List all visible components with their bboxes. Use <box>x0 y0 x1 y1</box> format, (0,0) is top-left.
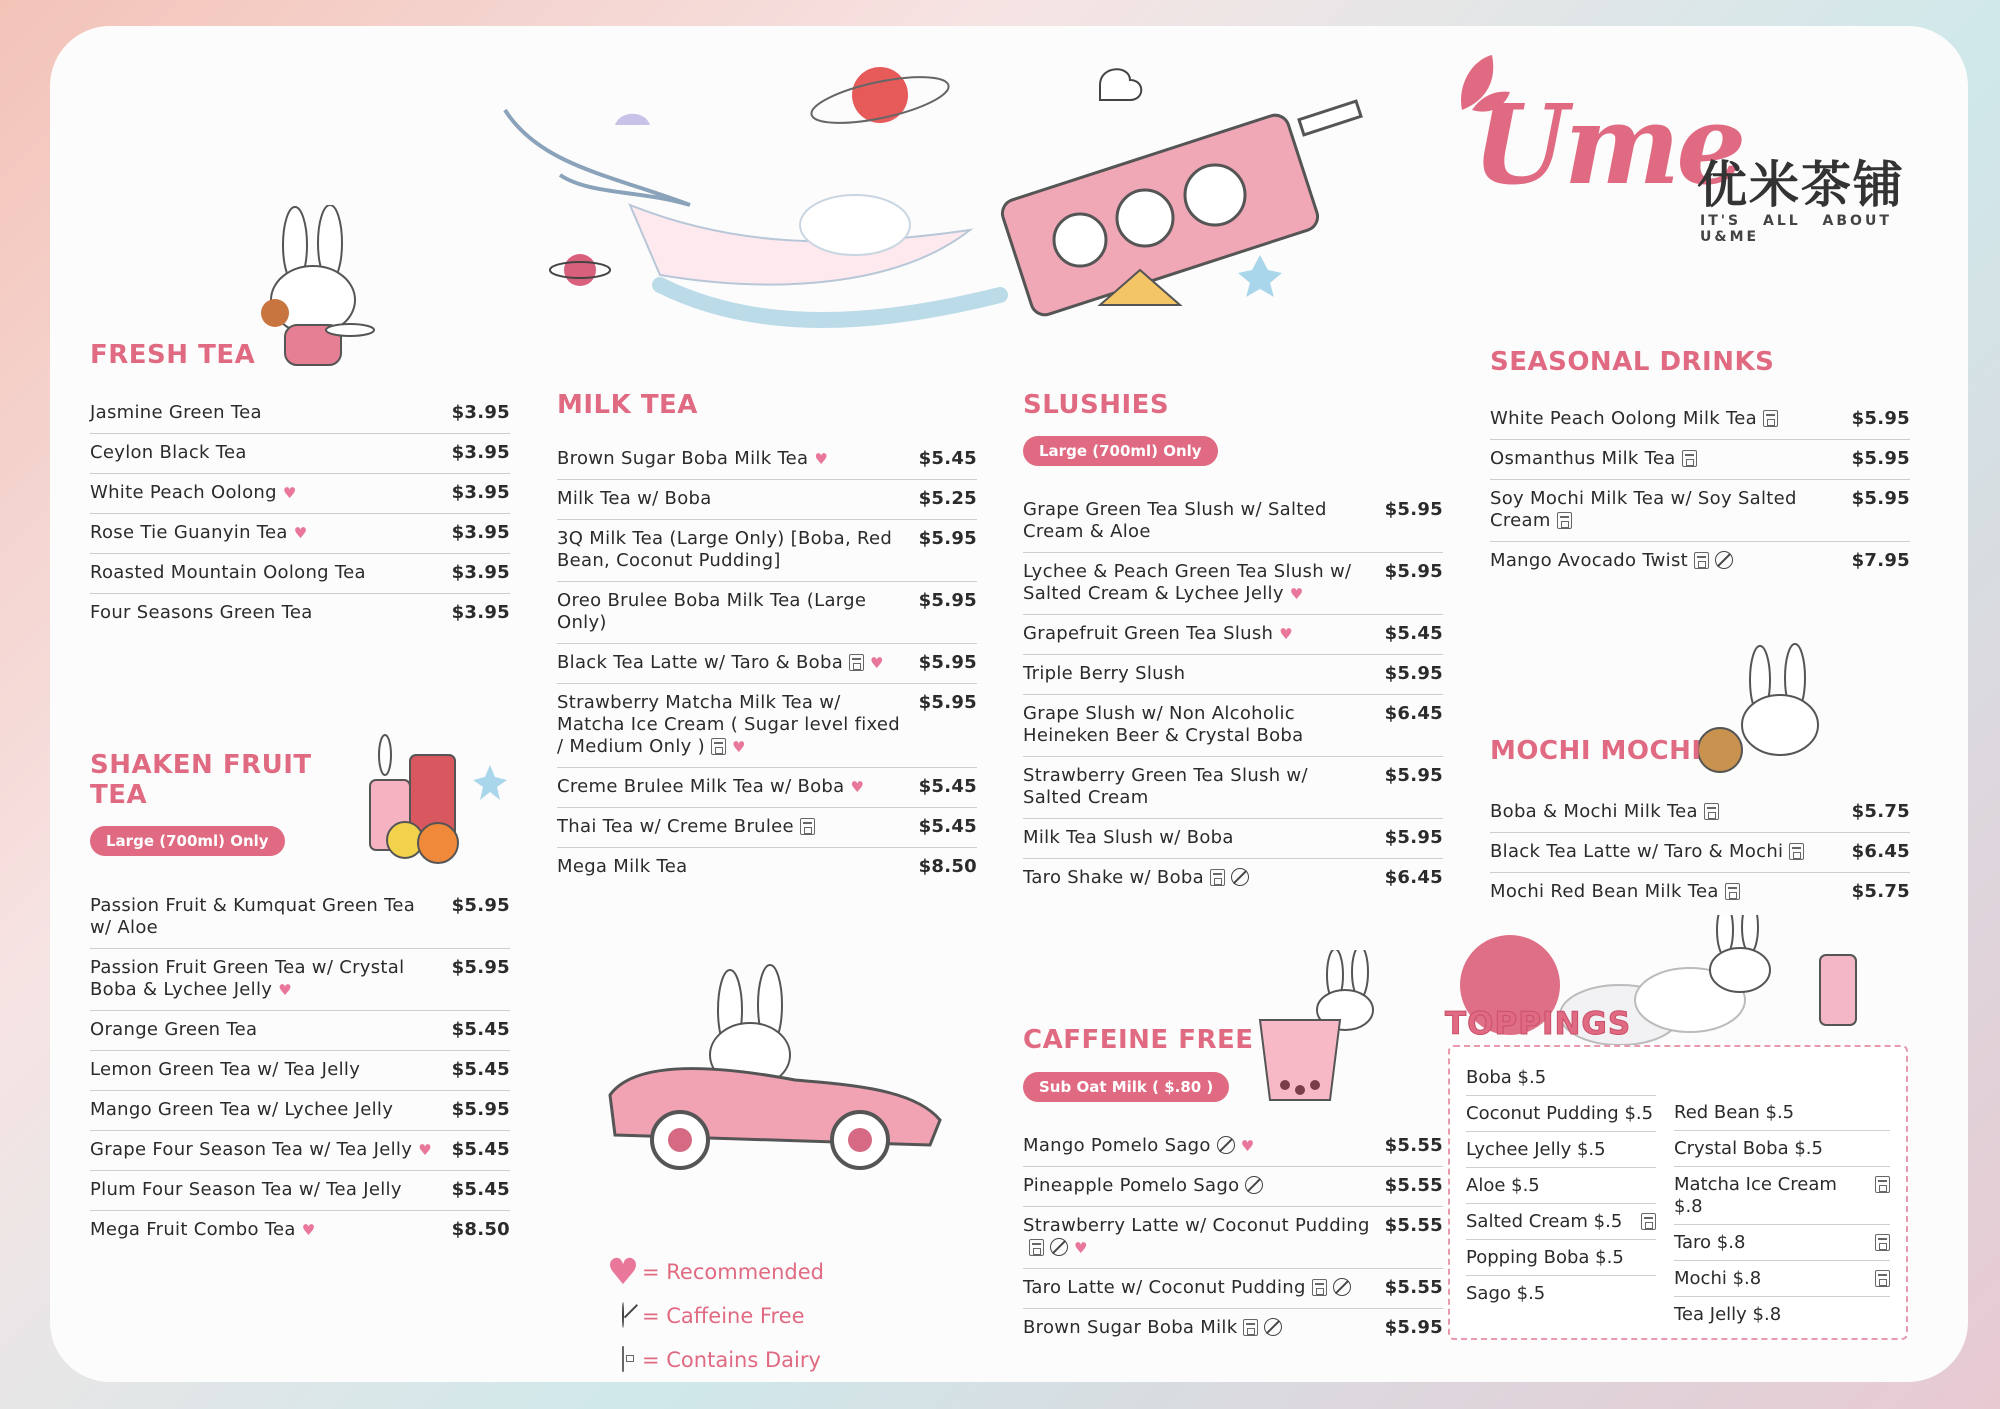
toppings-right-list <box>1674 1095 1890 1332</box>
item-name <box>1023 1135 1381 1157</box>
topping-item <box>1466 1204 1656 1240</box>
legend-recommended <box>604 1250 824 1294</box>
topping-name: Popping Boba $.5 <box>1466 1247 1624 1268</box>
item-name-text: Strawberry Matcha Milk Tea w/ Matcha Ice Cream ( Sugar level fixed / Medium Only ) <box>557 692 901 757</box>
item-price: $3.95 <box>451 482 510 503</box>
shaken-size-pill: Large (700ml) Only <box>90 826 285 856</box>
item-price: $5.45 <box>451 1139 510 1160</box>
topping-item <box>1466 1240 1656 1276</box>
item-name <box>1023 1277 1381 1299</box>
item-name <box>1023 1215 1381 1259</box>
item-price: $5.25 <box>918 488 977 509</box>
topping-name: Tea Jelly $.8 <box>1674 1304 1782 1325</box>
menu-item <box>557 480 977 520</box>
heart-icon: ♥ <box>731 738 746 756</box>
item-name-text: White Peach Oolong <box>90 482 277 503</box>
topping-item <box>1466 1060 1656 1096</box>
item-name-text: White Peach Oolong Milk Tea <box>1490 408 1757 429</box>
caffeine-free-cup-illustration <box>1255 950 1385 1110</box>
item-name-text: Taro Shake w/ Boba <box>1023 867 1204 888</box>
menu-item <box>1023 615 1443 655</box>
item-name <box>557 590 915 634</box>
item-name-text: Milk Tea w/ Boba <box>557 488 712 509</box>
topping-name: Sago $.5 <box>1466 1283 1546 1304</box>
item-price: $3.95 <box>451 522 510 543</box>
item-name <box>90 1179 448 1201</box>
item-price: $5.45 <box>1384 623 1443 644</box>
item-price: $5.45 <box>918 776 977 797</box>
brand-logo <box>1442 50 1932 245</box>
item-name-text: Passion Fruit Green Tea w/ Crystal Boba & Lychee Jelly <box>90 957 405 1000</box>
item-name <box>557 692 915 758</box>
item-name <box>90 482 448 504</box>
slushies-title: SLUSHIES <box>1023 390 1170 420</box>
menu-item <box>1023 757 1443 819</box>
menu-item <box>90 1051 510 1091</box>
item-name <box>90 1099 448 1121</box>
item-name <box>90 1059 448 1081</box>
no-caffeine-icon <box>1050 1238 1068 1256</box>
item-name-text: Grape Slush w/ Non Alcoholic Heineken Beer & Crystal Boba <box>1023 703 1304 746</box>
item-name-text: Passion Fruit & Kumquat Green Tea w/ Aloe <box>90 895 416 938</box>
legend-caffeine-free-label: = Caffeine Free <box>642 1304 805 1328</box>
item-name <box>90 562 448 584</box>
topping-item <box>1674 1167 1890 1225</box>
brand-chinese: 优米茶铺 <box>1697 156 1905 214</box>
menu-item <box>557 808 977 848</box>
topping-name: Red Bean $.5 <box>1674 1102 1795 1123</box>
item-name-text: Jasmine Green Tea <box>90 402 262 423</box>
item-name <box>90 402 448 424</box>
item-name-text: Mango Avocado Twist <box>1490 550 1689 571</box>
legend <box>604 1250 824 1382</box>
caffeine-free-list <box>1023 1127 1443 1348</box>
item-name-text: Brown Sugar Boba Milk <box>1023 1317 1238 1338</box>
item-name-text: Grape Green Tea Slush w/ Salted Cream & Aloe <box>1023 499 1327 542</box>
item-price: $5.55 <box>1384 1277 1443 1298</box>
menu-item <box>1490 400 1910 440</box>
item-name-text: Mango Pomelo Sago <box>1023 1135 1211 1156</box>
shaken-fruit-tea-list <box>90 887 510 1250</box>
menu-item <box>557 440 977 480</box>
topping-item <box>1674 1131 1890 1167</box>
milk-tea-title: MILK TEA <box>557 390 698 420</box>
heart-icon: ♥ <box>418 1141 432 1159</box>
item-name <box>557 448 915 470</box>
menu-item <box>90 1211 510 1250</box>
item-price: $5.95 <box>1384 1317 1443 1338</box>
item-name <box>1023 499 1381 543</box>
item-price: $3.95 <box>451 402 510 423</box>
dairy-icon <box>1875 1234 1890 1251</box>
shaken-title-line1: SHAKEN FRUIT <box>90 750 312 780</box>
item-price: $5.95 <box>918 590 977 611</box>
menu-item <box>90 1131 510 1171</box>
topping-name: Aloe $.5 <box>1466 1175 1540 1196</box>
item-name-text: Strawberry Green Tea Slush w/ Salted Cream <box>1023 765 1308 808</box>
topping-item <box>1466 1096 1656 1132</box>
topping-name: Coconut Pudding $.5 <box>1466 1103 1654 1124</box>
menu-item <box>1490 793 1910 833</box>
menu-item <box>1490 440 1910 480</box>
no-caffeine-icon <box>1715 551 1733 569</box>
topping-icons <box>1869 1268 1890 1290</box>
bunny-car-illustration <box>595 955 955 1170</box>
dairy-icon <box>622 1346 624 1372</box>
topping-icons <box>1635 1211 1656 1233</box>
slushies-list <box>1023 491 1443 898</box>
topping-name: Boba $.5 <box>1466 1067 1547 1088</box>
dairy-icon <box>1789 843 1804 860</box>
topping-name: Crystal Boba $.5 <box>1674 1138 1823 1159</box>
item-name-text: Mochi Red Bean Milk Tea <box>1490 881 1719 902</box>
item-name <box>90 522 448 544</box>
item-name-text: Brown Sugar Boba Milk Tea <box>557 448 809 469</box>
legend-dairy-label: = Contains Dairy <box>642 1348 821 1372</box>
milk-tea-list <box>557 440 977 887</box>
dairy-icon <box>1029 1239 1044 1256</box>
menu-item <box>90 949 510 1011</box>
dairy-icon <box>849 654 864 671</box>
menu-item <box>1023 1127 1443 1167</box>
item-name-text: Ceylon Black Tea <box>90 442 247 463</box>
item-name-text: Rose Tie Guanyin Tea <box>90 522 288 543</box>
item-price: $6.45 <box>1384 703 1443 724</box>
item-name-text: Mega Fruit Combo Tea <box>90 1219 296 1240</box>
topping-name: Mochi $.8 <box>1674 1268 1762 1289</box>
menu-item <box>1490 480 1910 542</box>
menu-item <box>1023 491 1443 553</box>
item-name-text: Milk Tea Slush w/ Boba <box>1023 827 1234 848</box>
menu-item <box>1490 833 1910 873</box>
menu-item <box>1023 1309 1443 1348</box>
item-price: $8.50 <box>918 856 977 877</box>
item-name <box>1490 550 1848 572</box>
mochi-title: MOCHI MOCHI <box>1490 736 1702 766</box>
topping-item <box>1674 1225 1890 1261</box>
dairy-icon <box>1682 450 1697 467</box>
menu-item <box>1023 1167 1443 1207</box>
item-price: $5.75 <box>1851 881 1910 902</box>
item-price: $8.50 <box>451 1219 510 1240</box>
item-price: $5.95 <box>918 528 977 549</box>
item-name <box>90 1019 448 1041</box>
bunny-waiter-illustration <box>245 205 395 385</box>
item-name <box>1023 663 1381 685</box>
menu-item <box>1023 655 1443 695</box>
item-price: $5.75 <box>1851 801 1910 822</box>
dairy-icon <box>1641 1213 1656 1230</box>
topping-name: Lychee Jelly $.5 <box>1466 1139 1606 1160</box>
brand-script: Ume <box>1472 80 1743 209</box>
legend-recommended-label: = Recommended <box>642 1260 824 1284</box>
item-name-text: Oreo Brulee Boba Milk Tea (Large Only) <box>557 590 867 633</box>
item-name-text: Pineapple Pomelo Sago <box>1023 1175 1240 1196</box>
item-name-text: Grapefruit Green Tea Slush <box>1023 623 1274 644</box>
legend-dairy-wrap <box>604 1348 642 1372</box>
item-name-text: Grape Four Season Tea w/ Tea Jelly <box>90 1139 413 1160</box>
item-name <box>1490 448 1848 470</box>
item-price: $5.55 <box>1384 1175 1443 1196</box>
dairy-icon <box>1704 803 1719 820</box>
topping-item <box>1466 1276 1656 1311</box>
no-caffeine-icon <box>1264 1318 1282 1336</box>
item-price: $5.95 <box>1384 499 1443 520</box>
seasonal-list <box>1490 400 1910 581</box>
item-name <box>1023 827 1381 849</box>
menu-item <box>90 1171 510 1211</box>
brand-tagline: IT'S ALL ABOUT U&ME <box>1700 213 1892 245</box>
item-name <box>1490 801 1848 823</box>
heart-icon: ♥ <box>850 778 865 796</box>
item-price: $5.45 <box>451 1179 510 1200</box>
menu-item <box>1023 553 1443 615</box>
no-caffeine-icon <box>622 1302 624 1328</box>
item-price: $5.95 <box>1384 663 1443 684</box>
menu-item <box>90 594 510 633</box>
heart-icon: ♥ <box>870 654 884 672</box>
item-name <box>557 652 915 674</box>
item-name <box>557 776 915 798</box>
item-price: $5.45 <box>918 816 977 837</box>
menu-item <box>90 554 510 594</box>
menu-item <box>90 514 510 554</box>
menu-item <box>1023 859 1443 898</box>
menu-item <box>90 474 510 514</box>
dairy-icon <box>1243 1319 1258 1336</box>
dairy-icon <box>1875 1176 1890 1193</box>
no-caffeine-icon <box>1245 1176 1263 1194</box>
item-name <box>1023 561 1381 605</box>
item-name-text: Mega Milk Tea <box>557 856 688 877</box>
item-price: $5.95 <box>1851 448 1910 469</box>
heart-icon: ♥ <box>282 484 297 502</box>
item-name-text: Strawberry Latte w/ Coconut Pudding <box>1023 1215 1370 1236</box>
shaken-fruit-tea-title <box>90 750 312 810</box>
topping-name: Taro $.8 <box>1674 1232 1746 1253</box>
menu-item <box>90 394 510 434</box>
mochi-list <box>1490 793 1910 912</box>
item-price: $3.95 <box>451 442 510 463</box>
item-name <box>90 442 448 464</box>
item-name-text: Black Tea Latte w/ Taro & Mochi <box>1490 841 1784 862</box>
heart-icon: ♥ <box>606 1251 640 1293</box>
no-caffeine-icon <box>1231 868 1249 886</box>
item-price: $6.45 <box>1851 841 1910 862</box>
legend-dairy <box>604 1338 824 1382</box>
item-price: $5.95 <box>918 692 977 713</box>
item-name <box>557 488 915 510</box>
legend-nocaf-wrap <box>604 1304 642 1328</box>
item-name <box>1490 408 1848 430</box>
item-name <box>1023 1317 1381 1339</box>
menu-item <box>90 1091 510 1131</box>
item-price: $7.95 <box>1851 550 1910 571</box>
item-price: $5.45 <box>451 1019 510 1040</box>
menu-item <box>1023 695 1443 757</box>
menu-item <box>1490 873 1910 912</box>
heart-icon: ♥ <box>814 450 829 468</box>
slushies-size-pill: Large (700ml) Only <box>1023 436 1218 466</box>
heart-icon: ♥ <box>293 524 308 542</box>
item-name-text: 3Q Milk Tea (Large Only) [Boba, Red Bean, Coconut Pudding] <box>557 528 893 571</box>
heart-icon: ♥ <box>1289 585 1304 603</box>
dairy-icon <box>1557 512 1572 529</box>
heart-icon: ♥ <box>1279 625 1293 643</box>
item-name <box>1490 841 1848 863</box>
item-name-text: Plum Four Season Tea w/ Tea Jelly <box>90 1179 402 1200</box>
item-name-text: Four Seasons Green Tea <box>90 602 313 623</box>
menu-item <box>90 434 510 474</box>
dairy-icon <box>1763 410 1778 427</box>
item-name-text: Osmanthus Milk Tea <box>1490 448 1676 469</box>
item-name <box>1490 488 1848 532</box>
item-name <box>90 1139 448 1161</box>
item-price: $5.95 <box>1851 488 1910 509</box>
menu-item <box>90 887 510 949</box>
item-price: $5.95 <box>918 652 977 673</box>
menu-item <box>1023 1207 1443 1269</box>
mochi-bunny-illustration <box>1680 640 1860 780</box>
item-name-text: Roasted Mountain Oolong Tea <box>90 562 366 583</box>
item-name-text: Boba & Mochi Milk Tea <box>1490 801 1698 822</box>
item-price: $5.95 <box>451 1099 510 1120</box>
item-name-text: Taro Latte w/ Coconut Pudding <box>1023 1277 1306 1298</box>
menu-item <box>1490 542 1910 581</box>
item-price: $5.55 <box>1384 1215 1443 1236</box>
topping-name: Salted Cream $.5 <box>1466 1211 1623 1232</box>
topping-item <box>1674 1297 1890 1332</box>
topping-item <box>1466 1132 1656 1168</box>
toppings-left-list <box>1466 1060 1656 1311</box>
fresh-tea-list <box>90 394 510 633</box>
rocket-illustration <box>500 55 1380 345</box>
menu-item <box>90 1011 510 1051</box>
caffeine-free-title: CAFFEINE FREE <box>1023 1025 1254 1055</box>
item-price: $5.45 <box>918 448 977 469</box>
topping-item <box>1674 1261 1890 1297</box>
item-name <box>90 602 448 624</box>
item-name-text: Orange Green Tea <box>90 1019 258 1040</box>
dairy-icon <box>1875 1270 1890 1287</box>
item-name <box>557 528 915 572</box>
item-price: $5.95 <box>1384 765 1443 786</box>
dairy-icon <box>800 818 815 835</box>
item-name <box>90 957 448 1001</box>
shaken-title-line2: TEA <box>90 780 148 810</box>
toppings-title: TOPPINGS <box>1445 1006 1632 1042</box>
no-caffeine-icon <box>1217 1136 1235 1154</box>
fresh-tea-title: FRESH TEA <box>90 340 256 370</box>
menu-item <box>557 848 977 887</box>
item-name <box>557 856 915 878</box>
menu-item <box>557 520 977 582</box>
topping-name: Matcha Ice Cream $.8 <box>1674 1174 1837 1217</box>
no-caffeine-icon <box>1333 1278 1351 1296</box>
seasonal-title: SEASONAL DRINKS <box>1490 347 1775 377</box>
dairy-icon <box>1210 869 1225 886</box>
item-price: $5.95 <box>1851 408 1910 429</box>
item-price: $5.45 <box>451 1059 510 1080</box>
item-name-text: Triple Berry Slush <box>1023 663 1186 684</box>
item-price: $5.95 <box>451 957 510 978</box>
menu-item <box>1023 1269 1443 1309</box>
item-price: $3.95 <box>451 602 510 623</box>
item-name-text: Lemon Green Tea w/ Tea Jelly <box>90 1059 361 1080</box>
dairy-icon <box>1725 883 1740 900</box>
item-name <box>1023 1175 1381 1197</box>
item-price: $6.45 <box>1384 867 1443 888</box>
item-price: $5.95 <box>1384 561 1443 582</box>
topping-item <box>1674 1095 1890 1131</box>
item-name <box>90 895 448 939</box>
topping-icons <box>1869 1174 1890 1218</box>
dairy-icon <box>1312 1279 1327 1296</box>
item-name <box>1023 867 1381 889</box>
oat-milk-pill: Sub Oat Milk ( $.80 ) <box>1023 1072 1229 1102</box>
menu-item <box>1023 819 1443 859</box>
item-name-text: Lychee & Peach Green Tea Slush w/ Salted Cream & Lychee Jelly <box>1023 561 1352 604</box>
menu-item <box>557 582 977 644</box>
heart-icon: ♥ <box>1240 1137 1255 1155</box>
item-price: $3.95 <box>451 562 510 583</box>
item-name-text: Creme Brulee Milk Tea w/ Boba <box>557 776 845 797</box>
legend-caffeine-free <box>604 1294 824 1338</box>
fruit-tea-illustration <box>350 725 510 865</box>
menu-item <box>557 684 977 768</box>
item-name-text: Soy Mochi Milk Tea w/ Soy Salted Cream <box>1490 488 1797 531</box>
item-name <box>1023 703 1381 747</box>
item-name-text: Thai Tea w/ Creme Brulee <box>557 816 794 837</box>
item-name <box>1023 623 1381 645</box>
dairy-icon <box>1694 552 1709 569</box>
menu-item <box>557 644 977 684</box>
topping-icons <box>1869 1232 1890 1254</box>
item-name <box>1023 765 1381 809</box>
item-name-text: Mango Green Tea w/ Lychee Jelly <box>90 1099 394 1120</box>
item-price: $5.95 <box>451 895 510 916</box>
item-name <box>1490 881 1848 903</box>
item-name <box>557 816 915 838</box>
item-price: $5.55 <box>1384 1135 1443 1156</box>
menu-item <box>557 768 977 808</box>
item-price: $5.95 <box>1384 827 1443 848</box>
item-name-text: Black Tea Latte w/ Taro & Boba <box>557 652 844 673</box>
item-name <box>90 1219 448 1241</box>
heart-icon: ♥ <box>278 981 292 999</box>
topping-item <box>1466 1168 1656 1204</box>
heart-icon: ♥ <box>301 1221 316 1239</box>
dairy-icon <box>711 738 726 755</box>
heart-icon: ♥ <box>1074 1239 1088 1257</box>
